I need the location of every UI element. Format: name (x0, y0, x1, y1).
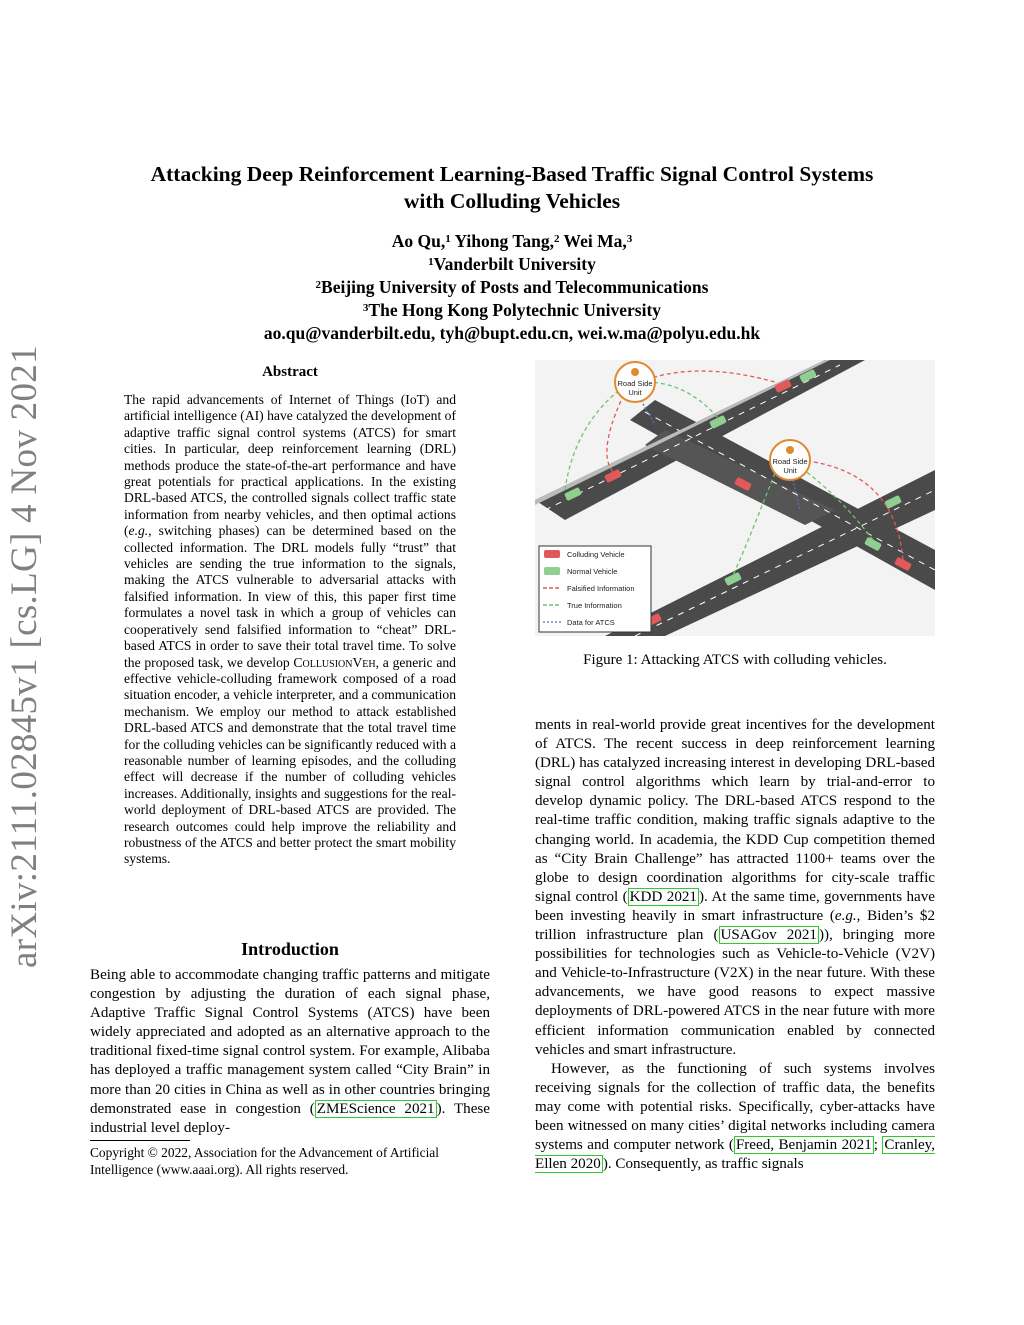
citation-zmescience[interactable]: ZMEScience 2021 (316, 1100, 435, 1117)
legend-true: True Information (567, 601, 622, 610)
legend-swatch-normal (544, 567, 560, 575)
author-names: Ao Qu,$^1$ Yihong Tang,$^2$ Wei Ma,$^3$ (391, 231, 633, 251)
abstract-heading: Abstract (262, 364, 318, 380)
svg-text:Unit: Unit (628, 388, 642, 397)
figure-1-caption: Figure 1: Attacking ATCS with colluding vehicles. (583, 652, 887, 668)
affiliation-3: $^3$The Hong Kong Polytechnic University (362, 300, 662, 320)
affiliation-2: $^2$Beijing University of Posts and Telecommunications (315, 277, 709, 297)
figure-legend (539, 546, 651, 632)
road-side-unit-2 (770, 440, 810, 480)
legend-data: Data for ATCS (567, 618, 615, 627)
legend-falsified: Falsified Information (567, 584, 635, 593)
citation-cranley[interactable]: Cranley, Ellen 2020 (535, 1137, 935, 1173)
author-block (60, 230, 964, 345)
svg-text:Road Side: Road Side (772, 457, 808, 466)
svg-text:Unit: Unit (783, 466, 797, 475)
footnote-rule (90, 1140, 190, 1141)
citation-usagov[interactable]: USAGov 2021 (720, 927, 817, 944)
legend-swatch-colluding (544, 550, 560, 558)
title-line-1: Attacking Deep Reinforcement Learning-Based Traffic Signal Control Systems (150, 162, 874, 186)
citation-kdd[interactable]: KDD 2021 (629, 888, 697, 905)
copyright-footnote: Copyright © 2022, Association for the Advancement of Artificial Intelligence (www.aaai.org). All rights reserved. (90, 1145, 439, 1177)
arxiv-identifier: arXiv:2111.02845v1 [cs.LG] 4 Nov 2021 (4, 345, 45, 968)
paper-title (60, 161, 964, 215)
svg-text:Road Side: Road Side (617, 379, 653, 388)
figure-1 (535, 360, 935, 636)
author-emails: ao.qu@vanderbilt.edu, tyh@bupt.edu.cn, wei.w.ma@polyu.edu.hk (263, 323, 761, 343)
introduction-body: Being able to accommodate changing traffic patterns and mitigate congestion by adjusting the duration of each signal phase, Adaptive Traffic Signal Control Systems (ATCS) have been widely appreciated and adopted as an alternative approach to the traditional fixed-time signal control system. For example, Alibaba has deployed a traffic management system called “City Brain” in more than 20 cities in China as well as in other countries bringing demonstrated ease in congestion ( ZMEScience 2021 ). These industrial level deploy- (90, 967, 490, 1136)
citation-freed[interactable]: Freed, Benjamin 2021 (735, 1137, 872, 1154)
legend-colluding: Colluding Vehicle (567, 550, 625, 559)
abstract-body: The rapid advancements of Internet of Things (IoT) and artificial intelligence (AI) have catalyzed the development of adaptive traffic signal control systems (ATCS) for smart cities. In particular, deep reinforcement learning (DRL) methods produce the state-of-the-art performance and have great potentials for practical applications. In the existing DRL-based ATCS, the controlled signals collect traffic state information from nearby vehicles, and then optimal actions (e.g., switching phases) can be determined based on the collected information. The DRL models fully “trust” that vehicles are sending the true information to the signals, making the ATCS vulnerable to adversarial attacks with falsified information. In view of this, this paper first time formulates a novel task in which a group of vehicles can cooperatively send falsified information to “cheat” DRL-based ATCS in order to save their total travel time. To solve the proposed task, we develop CollusionVeh, a generic and effective vehicle-colluding framework composed of a road situation encoder, a vehicle interpreter, and a communication mechanism. We employ our method to attack established DRL-based ATCS and demonstrate that the total travel time for the colluding vehicles can be significantly reduced with a reasonable number of learning episodes, and the colluding effect will decrease if the number of colluding vehicles increases. Additionally, insights and suggestions for the real-world deployment of DRL-based ATCS are provided. The research outcomes could help improve the reliability and robustness of the ATCS and better protect the smart mobility systems. (124, 392, 456, 867)
affiliation-1: $^1$Vanderbilt University (428, 254, 596, 274)
legend-normal: Normal Vehicle (567, 567, 618, 576)
right-column-body: ments in real-world provide great incentives for the development of ATCS. The recent success in deep reinforcement learning (DRL) has catalyzed increasing interest in developing DRL-based signal control algorithms which learn by trial-and-error to develop dynamic policy. The DRL-based ATCS respond to the real-time traffic condition, making traffic signals adaptive to the changing world. In academia, the KDD Cup competition themed as “City Brain Challenge” has attracted 1100+ teams over the globe to design coordination algorithms for city-scale traffic signal control ( KDD 2021 ). At the same time, governments have been investing heavily in smart infrastructure (e.g., Biden’s $2 trillion infrastructure plan ( USAGov 2021 )), bringing more possibilities for technologies such as Vehicle-to-Vehicle (V2V) and Vehicle-to-Infrastructure (V2X) in the near future. With these advancements, we have good reasons to expect massive deployments of DRL-powered ATCS in the near future with more efficient information communication enabled by connected vehicles and smart infrastructure. However, as the functioning of such systems involves receiving signals for the collection of traffic data, the benefits may come with potential risks. Specifically, cyber-attacks have been witnessed on many cities’ digital networks including camera systems and computer network ( Freed, Benjamin 2021 ; Cranley, Ellen 2020 ). Consequently, as traffic signals (535, 717, 936, 1173)
introduction-heading: Introduction (241, 939, 339, 959)
road-side-unit-1 (615, 362, 655, 402)
title-line-2: with Colluding Vehicles (403, 189, 621, 213)
